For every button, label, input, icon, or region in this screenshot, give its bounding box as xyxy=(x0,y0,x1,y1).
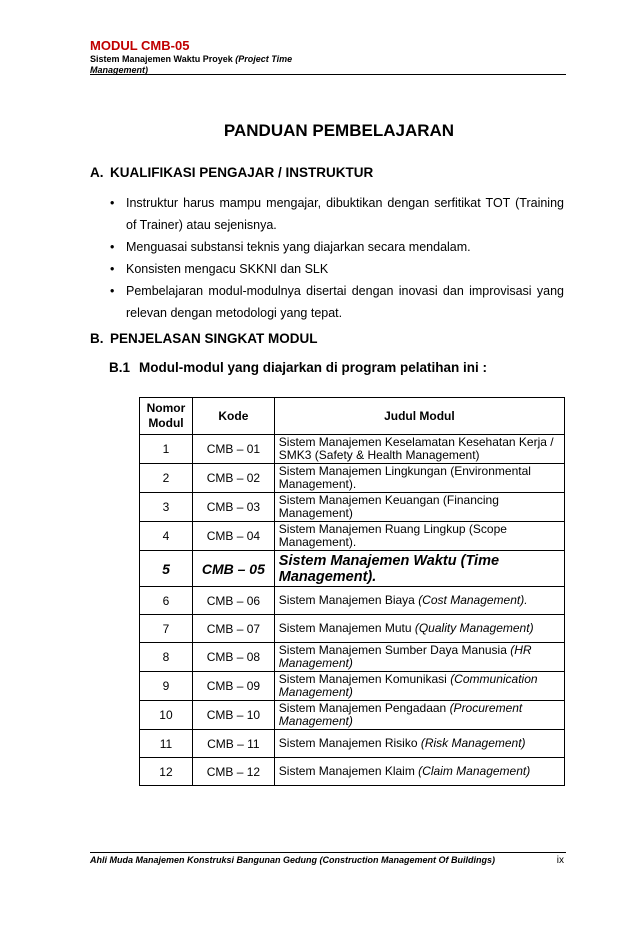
list-item-text: Menguasai substansi teknis yang diajarkan secara mendalam. xyxy=(126,240,471,254)
subsection-number: B.1 xyxy=(109,360,131,375)
bullet-icon: • xyxy=(110,240,115,254)
table-row xyxy=(140,587,565,615)
cell-kode: CMB – 02 xyxy=(192,464,274,493)
qualification-list xyxy=(90,192,564,324)
table-row xyxy=(140,464,565,493)
bullet-icon: • xyxy=(110,262,115,276)
cell-nomor: 8 xyxy=(140,643,193,672)
table-row xyxy=(140,643,565,672)
table-row xyxy=(140,758,565,786)
judul-text: Sistem Manajemen Klaim xyxy=(278,764,419,778)
page-footer xyxy=(90,855,566,865)
list-item xyxy=(90,192,564,236)
judul-text: Sistem Manajemen Komunikasi xyxy=(278,672,451,686)
section-a-heading xyxy=(90,165,373,180)
page-header xyxy=(90,38,566,76)
judul-text: Sistem Manajemen Waktu (Time Management). xyxy=(278,552,500,585)
judul-text: Sistem Manajemen Sumber Daya Manusia xyxy=(278,643,511,657)
list-item-text: Pembelajaran modul-modulnya disertai dengan inovasi dan improvisasi yang relevan dengan metodologi yang tepat. xyxy=(126,284,564,320)
cell-judul xyxy=(274,701,564,730)
cell-nomor: 1 xyxy=(140,435,193,464)
cell-kode: CMB – 11 xyxy=(192,730,274,758)
section-a-number: A. xyxy=(90,165,104,180)
cell-judul xyxy=(274,758,564,786)
list-item xyxy=(90,258,564,280)
subsection-title: Modul-modul yang diajarkan di program pelatihan ini : xyxy=(139,360,488,375)
cell-nomor: 10 xyxy=(140,701,193,730)
judul-english-text: (Claim Management) xyxy=(418,764,531,778)
cell-kode: CMB – 05 xyxy=(192,551,274,587)
judul-text: Sistem Manajemen Risiko xyxy=(278,736,421,750)
cell-judul xyxy=(274,464,564,493)
page-number: ix xyxy=(556,855,564,866)
cell-judul xyxy=(274,493,564,522)
module-subtitle-en-2: Management) xyxy=(90,65,149,75)
column-header-nomor: Nomor Modul xyxy=(140,398,193,435)
cell-judul xyxy=(274,522,564,551)
column-header-judul: Judul Modul xyxy=(274,398,564,435)
list-item xyxy=(90,280,564,324)
subsection-b1-heading xyxy=(109,360,487,375)
cell-nomor: 6 xyxy=(140,587,193,615)
table-row xyxy=(140,435,565,464)
cell-judul xyxy=(274,643,564,672)
cell-nomor: 7 xyxy=(140,615,193,643)
cell-kode: CMB – 08 xyxy=(192,643,274,672)
cell-kode: CMB – 09 xyxy=(192,672,274,701)
column-header-kode: Kode xyxy=(192,398,274,435)
cell-kode: CMB – 03 xyxy=(192,493,274,522)
cell-nomor: 2 xyxy=(140,464,193,493)
table-row xyxy=(140,730,565,758)
judul-english-text: (Communication Management) xyxy=(278,672,538,699)
judul-text: Sistem Manajemen Keuangan (Financing Management) xyxy=(278,493,499,520)
section-b-title: PENJELASAN SINGKAT MODUL xyxy=(110,331,318,346)
judul-text: Sistem Manajemen Keselamatan Kesehatan Kerja / SMK3 (Safety & Health Management) xyxy=(278,435,554,462)
judul-english-text: (Quality Management) xyxy=(414,621,534,635)
judul-text: Sistem Manajemen Biaya xyxy=(278,593,419,607)
cell-kode: CMB – 12 xyxy=(192,758,274,786)
module-code: MODUL CMB-05 xyxy=(90,38,190,53)
cell-kode: CMB – 04 xyxy=(192,522,274,551)
header-divider xyxy=(90,74,566,75)
cell-kode: CMB – 01 xyxy=(192,435,274,464)
module-subtitle xyxy=(90,54,566,76)
section-b-number: B. xyxy=(90,331,104,346)
judul-text: Sistem Manajemen Mutu xyxy=(278,621,415,635)
cell-judul xyxy=(274,730,564,758)
cell-kode: CMB – 10 xyxy=(192,701,274,730)
table-row xyxy=(140,522,565,551)
bullet-icon: • xyxy=(110,196,115,210)
module-subtitle-main: Sistem Manajemen Waktu Proyek xyxy=(90,54,236,64)
footer-text: Ahli Muda Manajemen Konstruksi Bangunan Gedung (Construction Management Of Buildings) xyxy=(90,855,496,865)
table-row xyxy=(140,493,565,522)
judul-text: Sistem Manajemen Lingkungan (Environmental Management). xyxy=(278,464,531,491)
section-a-title: KUALIFIKASI PENGAJAR / INSTRUKTUR xyxy=(110,165,374,180)
cell-nomor: 11 xyxy=(140,730,193,758)
table-row xyxy=(140,701,565,730)
section-b-heading xyxy=(90,331,318,346)
list-item-text: Konsisten mengacu SKKNI dan SLK xyxy=(126,262,329,276)
judul-text: Sistem Manajemen Pengadaan xyxy=(278,701,450,715)
list-item-text: Instruktur harus mampu mengajar, dibuktikan dengan serfitikat TOT (Training of Trainer) atau sejenisnya. xyxy=(126,196,564,232)
cell-judul xyxy=(274,615,564,643)
cell-nomor: 3 xyxy=(140,493,193,522)
list-item xyxy=(90,236,564,258)
cell-kode: CMB – 07 xyxy=(192,615,274,643)
cell-kode: CMB – 06 xyxy=(192,587,274,615)
judul-english-text: (Cost Management). xyxy=(418,593,528,607)
cell-nomor: 5 xyxy=(140,551,193,587)
judul-text: Sistem Manajemen Ruang Lingkup (Scope Management). xyxy=(278,522,507,549)
judul-english-text: (Procurement Management) xyxy=(278,701,523,728)
cell-judul xyxy=(274,551,564,587)
page-title: PANDUAN PEMBELAJARAN xyxy=(223,121,455,140)
cell-judul xyxy=(274,672,564,701)
cell-judul xyxy=(274,435,564,464)
table-row xyxy=(140,551,565,587)
modules-table xyxy=(139,397,565,786)
cell-nomor: 12 xyxy=(140,758,193,786)
bullet-icon: • xyxy=(110,284,115,298)
cell-judul xyxy=(274,587,564,615)
table-header-row xyxy=(140,398,565,435)
cell-nomor: 9 xyxy=(140,672,193,701)
table-row xyxy=(140,615,565,643)
judul-english-text: (HR Management) xyxy=(278,643,532,670)
judul-english-text: (Risk Management) xyxy=(420,736,526,750)
table-row xyxy=(140,672,565,701)
footer-divider xyxy=(90,852,566,853)
module-subtitle-en-1: (Project Time xyxy=(235,54,293,64)
cell-nomor: 4 xyxy=(140,522,193,551)
